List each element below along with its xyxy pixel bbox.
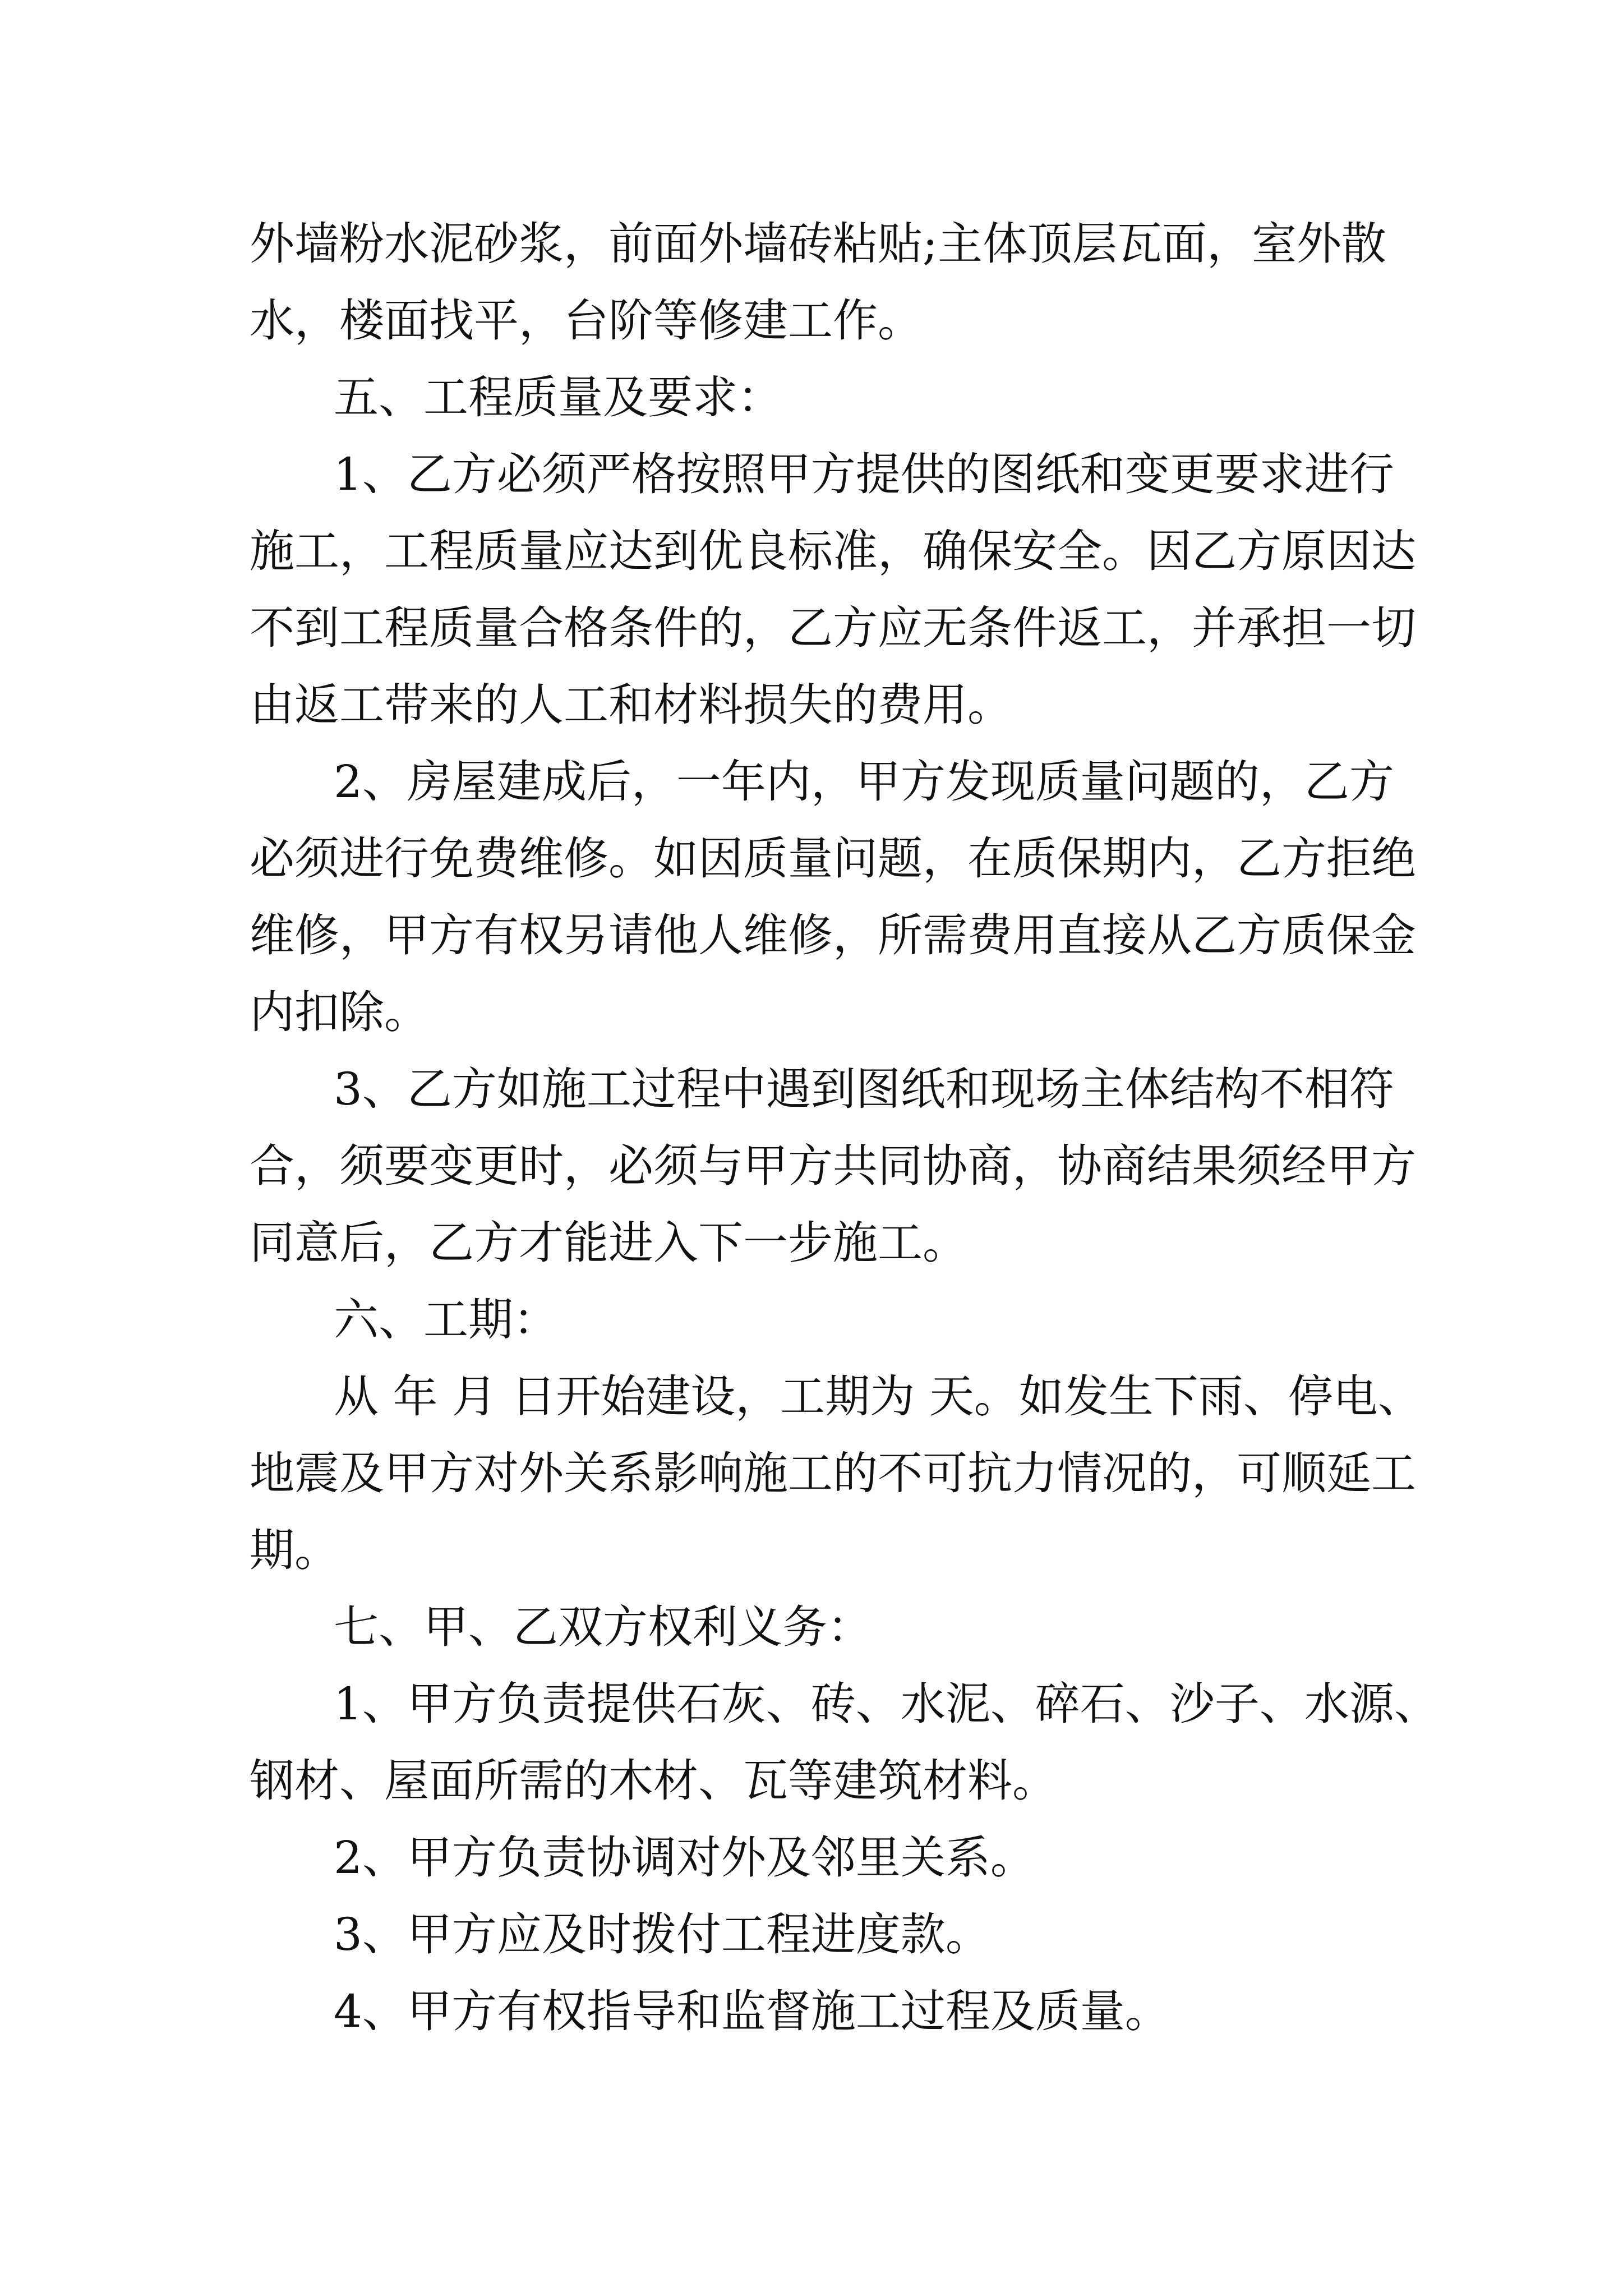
body-text-line: 不到工程质量合格条件的，乙方应无条件返工，并承担一切 [250,602,1416,654]
clause-start-line: 3、甲方应及时拨付工程进度款。 [334,1908,990,1961]
clause-start-line: 1、甲方负责提供石灰、砖、水泥、碎石、沙子、水源、 [334,1678,1439,1730]
clause-start-line: 4、甲方有权指导和监督施工过程及质量。 [334,1985,1170,2037]
body-text-line: 地震及甲方对外关系影响施工的不可抗力情况的，可顺延工 [250,1447,1416,1499]
body-text-line: 水，楼面找平，台阶等修建工作。 [250,295,923,347]
body-text-line: 施工，工程质量应达到优良标准，确保安全。因乙方原因达 [250,525,1416,577]
body-text-line: 外墙粉水泥砂浆，前面外墙砖粘贴;主体顶层瓦面，室外散 [250,218,1386,270]
body-text-line: 合，须要变更时，必须与甲方共同协商，协商结果须经甲方 [250,1140,1416,1192]
section-heading-schedule: 六、工期： [334,1294,558,1346]
clause-start-line: 从 年 月 日开始建设，工期为 天。如发生下雨、停电、 [334,1370,1423,1423]
clause-start-line: 3、乙方如施工过程中遇到图纸和现场主体结构不相符 [334,1063,1394,1115]
clause-start-line: 1、乙方必须严格按照甲方提供的图纸和变更要求进行 [334,448,1394,500]
body-text-line: 必须进行免费维修。如因质量问题，在质保期内，乙方拒绝 [250,832,1416,885]
body-text-line: 期。 [250,1524,339,1576]
body-text-line: 维修，甲方有权另请他人维修，所需费用直接从乙方质保金 [250,909,1416,961]
section-heading-quality: 五、工程质量及要求： [334,371,782,424]
body-text-line: 钢材、屋面所需的木材、瓦等建筑材料。 [250,1755,1057,1807]
section-heading-rights: 七、甲、乙双方权利义务： [334,1601,872,1653]
body-text-line: 同意后，乙方才能进入下一步施工。 [250,1217,967,1269]
body-text-line: 由返工带来的人工和材料损失的费用。 [250,679,1012,731]
clause-start-line: 2、房屋建成后，一年内，甲方发现质量问题的，乙方 [334,756,1394,808]
body-text-line: 内扣除。 [250,986,429,1038]
clause-start-line: 2、甲方负责协调对外及邻里关系。 [334,1832,1035,1884]
